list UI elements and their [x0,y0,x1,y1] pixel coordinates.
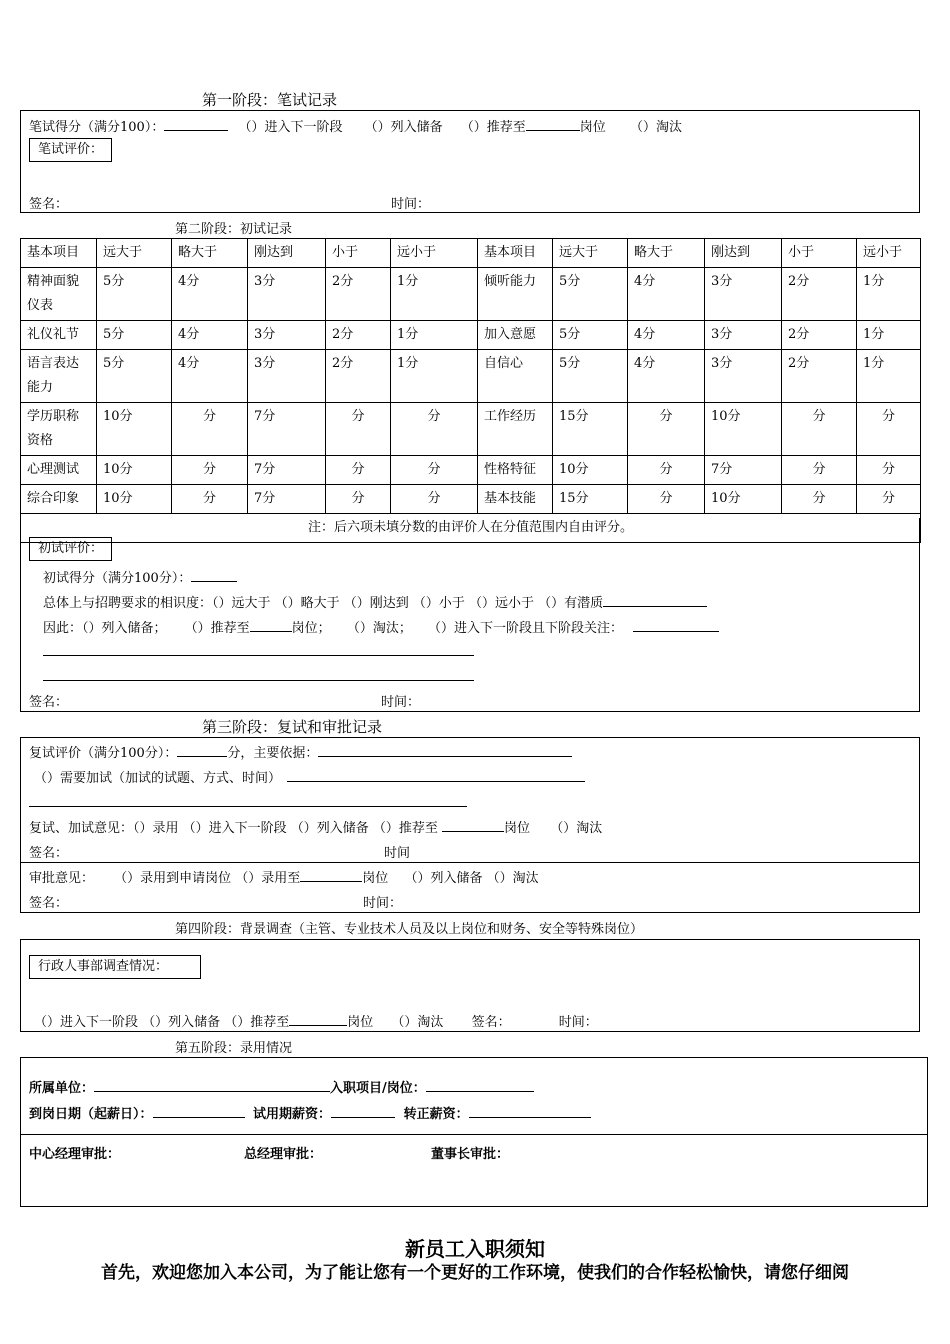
stage3-approve-opts[interactable]: （）录用到申请岗位 （）录用至 [114,871,301,886]
table-cell[interactable]: 分 [628,485,705,514]
stage1-eval-label: 笔试评价： [29,138,112,162]
table-cell: 4分 [172,321,248,350]
table-row [21,485,921,514]
table-cell: 礼仪礼节 [21,321,97,350]
stage4-post-blank[interactable] [289,1013,347,1026]
notice-title: 新员工入职须知 [405,1237,545,1261]
table-cell: 15分 [553,485,628,514]
table-row [21,350,921,403]
table-cell: 1分 [857,321,921,350]
table-cell: 3分 [705,268,782,321]
table-cell[interactable]: 分 [628,403,705,456]
table-cell: 2分 [782,350,857,403]
stage1-post-blank[interactable] [526,118,580,131]
stage2-score-label: 初试得分（满分100分）： [43,571,192,586]
stage1-opt-next[interactable]: （）进入下一阶段 [238,120,343,135]
table-cell: 小于 [782,239,857,268]
table-cell[interactable]: 分 [391,485,478,514]
stage3-approve: 审批意见： [29,871,95,886]
table-cell: 2分 [326,350,391,403]
stage3-score-line [29,742,572,761]
stage1-opt-eliminate[interactable]: （）淘汰 [629,120,682,135]
table-cell[interactable]: 分 [857,485,921,514]
table-cell[interactable]: 分 [172,403,248,456]
table-cell: 心理测试 [21,456,97,485]
table-cell: 3分 [248,321,326,350]
table-cell[interactable]: 分 [172,485,248,514]
table-cell: 10分 [553,456,628,485]
stage5-divider [20,1134,928,1135]
table-cell: 学历职称资格 [21,403,97,456]
table-cell: 5分 [97,268,172,321]
stage2-similarity[interactable]: 总体上与招聘要求的相识度：（）远大于 （）略大于 （）刚达到 （）小于 （）远小于 （）有潜质 [43,596,604,611]
table-cell: 加入意愿 [478,321,553,350]
stage2-notes-line-1[interactable] [43,655,474,656]
table-row [21,403,921,456]
stage1-score-blank[interactable] [164,118,228,131]
table-cell: 10分 [97,485,172,514]
table-cell: 7分 [248,456,326,485]
stage3-score-label: 复试评价（满分100分）： [29,746,178,761]
table-cell: 3分 [705,321,782,350]
stage2-time: 时间： [381,695,421,710]
stage3-approve-post: 岗位 [362,871,389,886]
stage3-approve-line [29,867,539,886]
table-cell: 7分 [248,403,326,456]
stage2-score-line [43,567,237,586]
table-cell: 倾听能力 [478,268,553,321]
stage2-therefore[interactable]: 因此：（）列入储备； [43,621,167,636]
stage2-score-blank[interactable] [191,569,237,582]
table-cell: 略大于 [628,239,705,268]
stage4-opts[interactable]: （）进入下一阶段 （）列入储备 （）推荐至 [34,1015,290,1030]
stage5-unit-line [29,1077,534,1096]
stage2-focus-blank[interactable] [633,619,719,632]
stage5-regular-blank[interactable] [469,1105,591,1118]
stage3-approve-tail[interactable]: （）列入储备 （）淘汰 [404,871,539,886]
stage3-approve-time: 时间： [363,896,403,911]
table-cell: 1分 [391,350,478,403]
table-cell: 5分 [97,321,172,350]
stage1-time: 时间： [391,197,431,212]
stage3-extra-line [34,767,585,786]
table-cell: 1分 [391,321,478,350]
stage4-post: 岗位 [347,1015,374,1030]
interview-score-table [20,238,921,543]
stage5-chairman: 董事长审批： [431,1147,510,1162]
table-row [21,321,921,350]
table-cell: 1分 [391,268,478,321]
stage4-tail[interactable]: （）淘汰 [391,1015,444,1030]
stage5-trial-blank[interactable] [331,1105,395,1118]
stage1-opt-reserve[interactable]: （）列入储备 [364,120,443,135]
stage3-title: 第三阶段：复试和审批记录 [202,718,383,736]
table-cell: 5分 [97,350,172,403]
table-cell: 2分 [782,321,857,350]
stage4-sign: 签名： [471,1015,511,1030]
table-cell: 3分 [248,268,326,321]
stage5-gm: 总经理审批： [244,1147,323,1162]
notice-intro: 首先，欢迎您加入本公司，为了能让您有一个更好的工作环境，使我们的合作轻松愉快，请您仔细阅 [101,1263,849,1283]
table-cell: 3分 [248,350,326,403]
stage3-approve-sign: 签名： [29,896,69,911]
table-cell: 10分 [705,485,782,514]
stage2-eval-label: 初试评价： [29,537,112,561]
table-cell: 10分 [97,403,172,456]
stage4-time: 时间： [558,1015,598,1030]
table-cell: 远小于 [857,239,921,268]
table-cell[interactable]: 分 [326,485,391,514]
table-cell: 1分 [857,350,921,403]
stage2-potential-blank[interactable] [603,594,707,607]
stage5-center: 中心经理审批： [29,1147,121,1162]
table-cell: 4分 [172,350,248,403]
table-cell: 2分 [326,268,391,321]
stage5-trial: 试用期薪资： [253,1107,332,1122]
stage3-opinion[interactable]: 复试、加试意见：（）录用 （）进入下一阶段 （）列入储备 （）推荐至 [29,821,438,836]
table-cell: 7分 [248,485,326,514]
stage5-title: 第五阶段：录用情况 [175,1041,293,1056]
table-cell: 10分 [97,456,172,485]
stage4-title: 第四阶段：背景调查（主管、专业技术人员及以上岗位和财务、安全等特殊岗位） [175,922,644,937]
table-cell: 性格特征 [478,456,553,485]
table-cell[interactable]: 分 [326,403,391,456]
stage2-next[interactable]: （）进入下一阶段且下阶段关注： [427,621,623,636]
table-cell: 5分 [553,321,628,350]
table-cell: 1分 [857,268,921,321]
stage2-notes-line-2[interactable] [43,680,474,681]
table-cell: 小于 [326,239,391,268]
table-cell: 基本项目 [478,239,553,268]
stage5-regular: 转正薪资： [403,1107,469,1122]
stage2-title: 第二阶段：初试记录 [175,222,293,237]
stage3-opinion-post: 岗位 [504,821,531,836]
stage2-therefore-line [43,617,719,636]
stage4-opts-line [34,1011,598,1030]
stage1-opt-recommend[interactable]: （）推荐至 [460,120,526,135]
stage1-sign: 签名： [29,197,69,212]
table-cell: 基本技能 [478,485,553,514]
table-cell: 4分 [628,321,705,350]
table-cell: 3分 [705,350,782,403]
table-cell[interactable]: 分 [391,456,478,485]
table-cell: 精神面貌仪表 [21,268,97,321]
stage5-unit-blank[interactable] [94,1079,330,1092]
table-row [21,268,921,321]
table-cell: 2分 [326,321,391,350]
stage3-score-unit: 分，主要依据： [227,746,319,761]
stage3-extra-test[interactable]: （）需要加试（加试的试题、方式、时间） [34,771,282,786]
table-note: 注：后六项未填分数的由评价人在分值范围内自由评分。 [21,514,921,543]
stage1-opt-post: 岗位 [579,120,606,135]
table-cell: 5分 [553,268,628,321]
table-cell: 刚达到 [248,239,326,268]
stage3-basis-blank[interactable] [318,744,572,757]
stage5-project-blank[interactable] [426,1079,534,1092]
table-cell[interactable]: 分 [857,456,921,485]
table-cell: 刚达到 [705,239,782,268]
table-cell: 自信心 [478,350,553,403]
table-cell[interactable]: 分 [782,403,857,456]
table-cell[interactable]: 分 [857,403,921,456]
stage1-title: 第一阶段：笔试记录 [202,91,338,109]
table-header-row [21,239,921,268]
table-cell[interactable]: 分 [172,456,248,485]
stage2-sign: 签名： [29,695,69,710]
stage3-notes-line[interactable] [29,806,467,807]
table-cell: 2分 [782,268,857,321]
stage3-extra-blank[interactable] [287,769,585,782]
stage2-similarity-line [43,592,707,611]
table-cell: 语言表达能力 [21,350,97,403]
table-cell: 7分 [705,456,782,485]
stage3-opinion-elim[interactable]: （）淘汰 [550,821,603,836]
table-cell: 工作经历 [478,403,553,456]
stage2-eval-box [20,518,920,712]
table-cell[interactable]: 分 [782,456,857,485]
stage4-survey-label: 行政人事部调查情况： [29,955,201,979]
table-cell: 略大于 [172,239,248,268]
stage3-score-blank[interactable] [177,744,227,757]
stage3-sign: 签名： [29,846,69,861]
table-cell: 15分 [553,403,628,456]
stage5-unit: 所属单位： [29,1081,95,1096]
stage2-recommend[interactable]: （）推荐至 [184,621,250,636]
table-cell[interactable]: 分 [326,456,391,485]
stage5-project: 入职项目/岗位： [330,1081,426,1096]
stage5-date: 到岗日期（起薪日）： [29,1107,153,1122]
stage3-post-blank[interactable] [442,819,504,832]
table-cell: 基本项目 [21,239,97,268]
table-cell[interactable]: 分 [628,456,705,485]
table-cell: 综合印象 [21,485,97,514]
table-cell: 4分 [172,268,248,321]
stage3-divider [20,862,920,863]
stage3-opinion-line [29,817,602,836]
stage1-score-line [29,116,682,135]
stage3-approve-blank[interactable] [300,869,362,882]
table-cell[interactable]: 分 [391,403,478,456]
stage2-post: 岗位； [291,621,331,636]
table-row [21,456,921,485]
stage5-date-blank[interactable] [153,1105,245,1118]
table-cell: 远小于 [391,239,478,268]
stage5-date-line [29,1103,591,1122]
stage3-time-plain: 时间 [384,846,411,861]
table-cell[interactable]: 分 [782,485,857,514]
table-cell: 4分 [628,268,705,321]
table-cell: 4分 [628,350,705,403]
table-cell: 远大于 [97,239,172,268]
table-cell: 5分 [553,350,628,403]
table-cell: 10分 [705,403,782,456]
stage2-eliminate[interactable]: （）淘汰； [346,621,412,636]
stage2-post-blank[interactable] [250,619,292,632]
stage1-score-label: 笔试得分（满分100）： [29,120,165,135]
table-cell: 远大于 [553,239,628,268]
